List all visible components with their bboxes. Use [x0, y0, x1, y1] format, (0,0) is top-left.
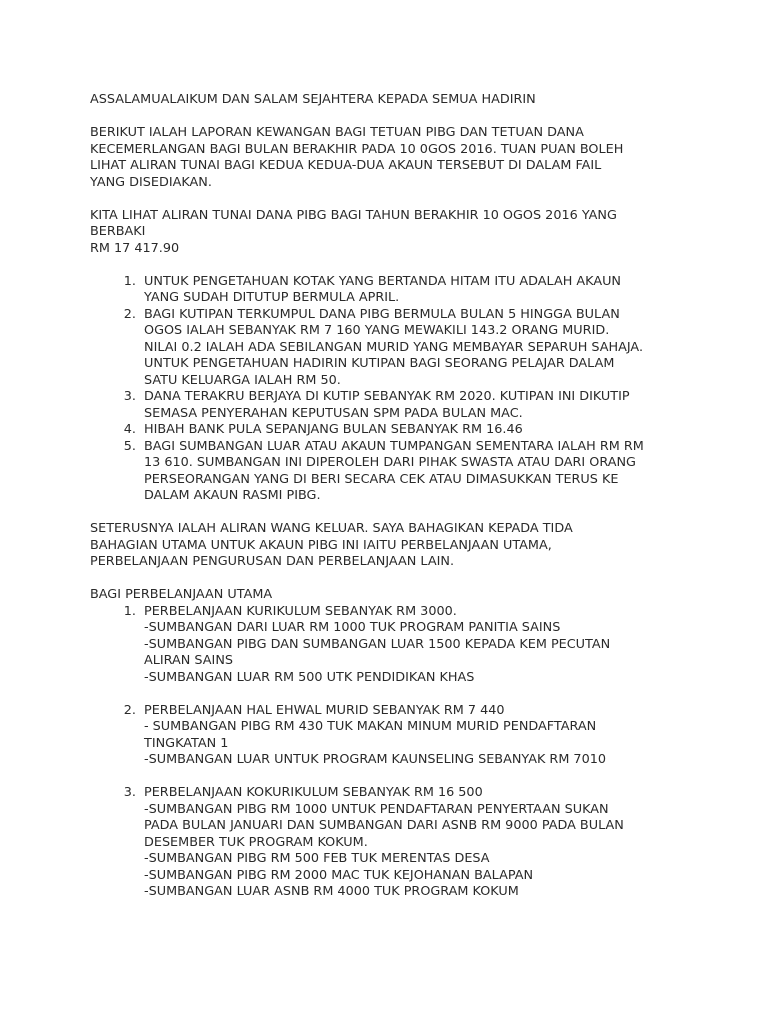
list-number: 3. [123, 389, 136, 404]
inflow-list [90, 274, 708, 505]
list-number: 5. [123, 438, 136, 454]
balance-intro: KITA LIHAT ALIRAN TUNAI DANA PIBG BAGI TAHUN BERAKHIR 10 OGOS 2016 YANG BERBAKI [90, 207, 617, 239]
list-text: HIBAH BANK PULA SEPANJANG BULAN SEBANYAK RM 16.46 [144, 422, 523, 437]
list-text: PERBELANJAAN KOKURIKULUM SEBANYAK RM 16 500 -SUMBANGAN PIBG RM 1000 UNTUK PENDAFTARAN PENYERTAAN SUKAN PADA BULAN JANUARI DAN SUMBANGAN DARI ASNB RM 9000 PADA BULAN DESEMBER TUK PROGRAM KOKUM. -SUMBANGAN PIBG RM 500 FEB TUK MERENTAS DESA -SUMBANGAN PIBG RM 2000 MAC TUK KEJOHANAN BALAPAN -SUMBANGAN LUAR ASNB RM 4000 TUK PROGRAM KOKUM [144, 785, 624, 899]
list-text: PERBELANJAAN KURIKULUM SEBANYAK RM 3000. -SUMBANGAN DARI LUAR RM 1000 TUK PROGRAM PANITIA SAINS -SUMBANGAN PIBG DAN SUMBANGAN LUAR 1500 KEPADA KEM PECUTAN ALIRAN SAINS -SUMBANGAN LUAR RM 500 UTK PENDIDIKAN KHAS [144, 603, 611, 685]
list-item [90, 389, 708, 422]
list-item [90, 422, 708, 439]
list-number: 3. [123, 785, 136, 800]
list-text: PERBELANJAAN HAL EHWAL MURID SEBANYAK RM 7 440 - SUMBANGAN PIBG RM 430 TUK MAKAN MINUM MURID PENDAFTARAN TINGKATAN 1 -SUMBANGAN LUAR UNTUK PROGRAM KAUNSELING SEBANYAK RM 7010 [144, 702, 606, 767]
outflow-intro: SETERUSNYA IALAH ALIRAN WANG KELUAR. SAYA BAHAGIKAN KEPADA TIDA BAHAGIAN UTAMA UNTUK AKAUN PIBG INI IAITU PERBELANJAAN UTAMA, PERBELANJAAN PENGURUSAN DAN PERBELANJAAN LAIN. [90, 521, 573, 569]
main-expense-heading: BAGI PERBELANJAAN UTAMA [90, 587, 273, 602]
list-item [90, 274, 708, 307]
spacer [90, 191, 708, 208]
spacer [90, 571, 708, 588]
spacer [90, 686, 708, 703]
list-text: UNTUK PENGETAHUAN KOTAK YANG BERTANDA HITAM ITU ADALAH AKAUN YANG SUDAH DITUTUP BERMULA APRIL. [144, 273, 622, 305]
list-text: BAGI KUTIPAN TERKUMPUL DANA PIBG BERMULA BULAN 5 HINGGA BULAN OGOS IALAH SEBANYAK RM 7 160 YANG MEWAKILI 143.2 ORANG MURID. NILAI 0.2 IALAH ADA SEBILANGAN MURID YANG MEMBAYAR SEPARUH SAHAJA. UNTUK PENGETAHUAN HADIRIN KUTIPAN BAGI SEORANG PELAJAR DALAM SATU KELUARGA IALAH RM 50. [144, 306, 644, 388]
greeting: ASSALAMUALAIKUM DAN SALAM SEJAHTERA KEPADA SEMUA HADIRIN [90, 92, 536, 107]
list-item [90, 439, 708, 505]
list-number: 2. [123, 306, 136, 322]
list-number: 2. [123, 702, 136, 718]
list-text: BAGI SUMBANGAN LUAR ATAU AKAUN TUMPANGAN SEMENTARA IALAH RM RM 13 610. SUMBANGAN INI DIPEROLEH DARI PIHAK SWASTA ATAU DARI ORANG PERSEORANGAN YANG DI BERI SECARA CEK ATAU DIMASUKKAN TERUS KE DALAM AKAUN RASMI PIBG. [144, 438, 644, 503]
list-number: 1. [123, 273, 136, 289]
list-number: 4. [123, 422, 136, 437]
list-text: DANA TERAKRU BERJAYA DI KUTIP SEBANYAK RM 2020. KUTIPAN INI DIKUTIP SEMASA PENYERAHAN KEPUTUSAN SPM PADA BULAN MAC. [144, 389, 630, 421]
spacer [90, 769, 708, 786]
expense-item [90, 785, 708, 901]
spacer [90, 505, 708, 522]
intro-paragraph: BERIKUT IALAH LAPORAN KEWANGAN BAGI TETUAN PIBG DAN TETUAN DANA KECEMERLANGAN BAGI BULAN BERAKHIR PADA 10 0GOS 2016. TUAN PUAN BOLEH LIHAT ALIRAN TUNAI BAGI KEDUA KEDUA-DUA AKAUN TERSEBUT DI DALAM FAIL YANG DISEDIAKAN. [90, 125, 624, 190]
expense-item [90, 703, 708, 769]
spacer [90, 257, 708, 274]
spacer [90, 109, 708, 126]
balance-value: RM 17 417.90 [90, 240, 180, 256]
list-number: 1. [123, 603, 136, 619]
list-item [90, 307, 708, 390]
expense-item [90, 604, 708, 687]
